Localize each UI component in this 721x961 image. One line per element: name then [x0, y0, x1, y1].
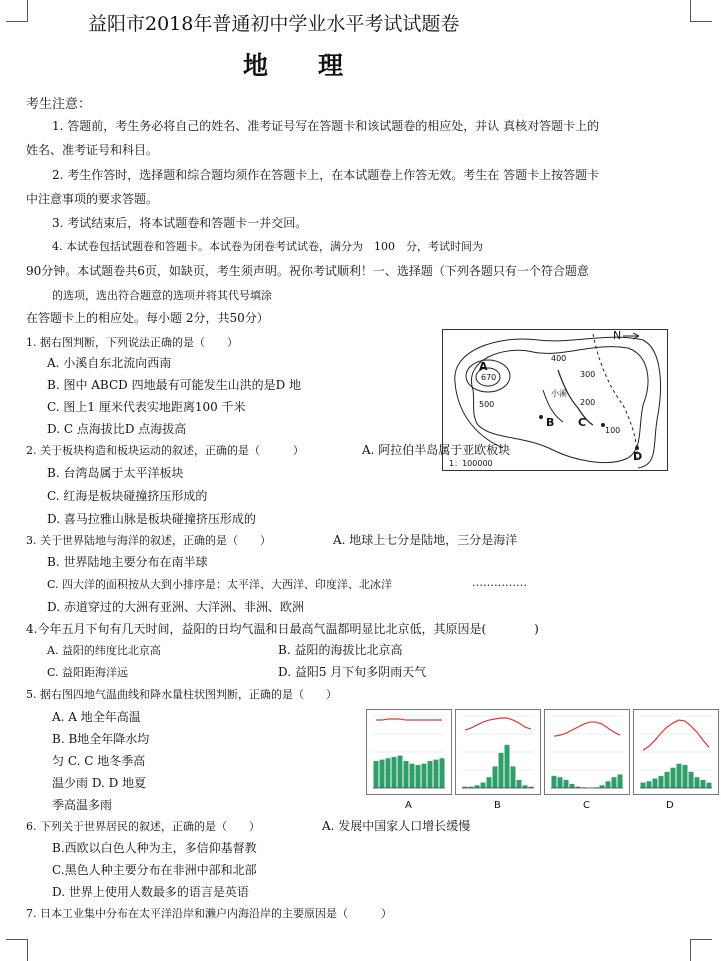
notice-item-1b: 姓名、准考证号和科目。 — [26, 143, 159, 157]
precip-bar — [374, 761, 379, 788]
q3-option-c: C. 四大洋的面积按从大到小排序是：太平洋、大西洋、印度洋、北冰洋 — [47, 578, 393, 591]
exam-title: 益阳市2018年普通初中学业水平考试试题卷 — [88, 13, 460, 35]
q3-option-c-dots: …………… — [472, 576, 527, 589]
q2-option-a: A. 阿拉伯半岛属于亚欧板块 — [362, 443, 511, 457]
q1-option-b: B. 图中 ABCD 四地最有可能发生山洪的是D 地 — [47, 378, 302, 392]
precip-bar — [570, 784, 575, 788]
q6-option-c: C.黑色人种主要分布在非洲中部和北部 — [52, 863, 257, 877]
map-peak-value: 670 — [481, 373, 497, 382]
map-peak-label: A — [479, 360, 488, 373]
climate-chart-c — [544, 709, 630, 795]
q4-stem: 4.今年五月下旬有几天时间，益阳的日均气温和日最高气温都明显比北京低，其原因是( ) — [26, 622, 539, 636]
precip-bar — [558, 777, 563, 788]
map-contour-300: 300 — [580, 370, 596, 379]
climate-chart-c-svg — [545, 710, 629, 794]
notice-item-4a: 4. 本试卷包括试题卷和答题卡。本试卷为闭卷考试试卷，满分为 100 分，考试时间为 — [52, 240, 483, 253]
temperature-line — [376, 719, 442, 720]
precip-bar — [434, 760, 439, 788]
notice-item-2b: 中注意事项的要求答题。 — [26, 192, 159, 206]
map-contour-500: 500 — [479, 400, 495, 409]
climate-label-a: A — [405, 800, 412, 811]
climate-chart-b — [455, 709, 541, 795]
precip-bar — [671, 768, 676, 788]
precip-bar — [380, 760, 385, 788]
q4-option-c: C. 益阳距海洋远 — [47, 666, 129, 679]
precip-bar — [386, 758, 391, 788]
q5-line-5: 季高温多雨 — [52, 798, 113, 812]
precip-bar — [641, 783, 646, 788]
precip-bar — [665, 772, 670, 788]
q5-line-1: A. A 地全年高温 — [52, 710, 141, 724]
climate-label-c: C — [583, 800, 590, 811]
q5-line-2: B. B地全年降水均 — [52, 732, 150, 746]
precip-bar — [564, 780, 569, 788]
precip-bar — [689, 772, 694, 788]
climate-chart-b-svg — [456, 710, 540, 794]
q3-option-a: A. 地球上七分是陆地，三分是海洋 — [333, 533, 518, 547]
precip-bar — [428, 761, 433, 788]
temperature-line — [465, 718, 531, 730]
q3-stem: 3. 关于世界陆地与海洋的叙述，正确的是（ ） — [26, 534, 271, 547]
precip-bar — [659, 776, 664, 788]
map-contour-200: 200 — [580, 398, 596, 407]
precip-bar — [552, 776, 557, 788]
q7-stem: 7. 日本工业集中分布在太平洋沿岸和濑户内海沿岸的主要原因是（ ） — [26, 907, 392, 920]
precip-bar — [398, 756, 403, 788]
notice-item-4c: 的选项，选出符合题意的选项并将其代号填涂 — [52, 289, 272, 302]
precip-bar — [606, 781, 611, 788]
precip-bar — [493, 766, 498, 788]
q1-option-d: D. C 点海拔比D 点海拔高 — [47, 422, 187, 436]
map-point-c: C — [578, 416, 587, 429]
precip-bar — [701, 780, 706, 788]
precip-bar — [523, 785, 528, 788]
notice-item-4d: 在答题卡上的相应处。每小题 2分，共50分） — [26, 311, 269, 325]
q3-option-b: B. 世界陆地主要分布在南半球 — [47, 555, 208, 569]
precip-bar — [416, 765, 421, 788]
climate-label-d: D — [666, 800, 674, 811]
precip-bar — [618, 775, 623, 789]
map-scale: 1：100000 — [449, 459, 493, 468]
q5-stem: 5. 据右图四地气温曲线和降水量柱状图判断，正确的是（ ） — [26, 688, 337, 701]
temperature-line — [643, 720, 709, 750]
precip-bar — [600, 785, 605, 788]
notice-item-3: 3. 考试结束后，将本试题卷和答题卡一并交回。 — [52, 216, 308, 230]
climate-chart-d — [633, 709, 719, 795]
precip-bar — [440, 758, 445, 788]
precip-bar — [422, 764, 427, 788]
notice-heading: 考生注意： — [26, 97, 92, 112]
precip-bar — [695, 777, 700, 788]
crop-mark-top-left — [6, 0, 28, 22]
crop-mark-top-right — [690, 0, 712, 22]
q2-option-c: C. 红海是板块碰撞挤压形成的 — [47, 489, 208, 503]
notice-item-4b: 90分钟。本试题卷共6页，如缺页，考生须声明。祝你考试顺利！一、选择题（下列各题只有一个符合题意 — [26, 264, 589, 278]
q5-line-4: 温少雨 D. D 地夏 — [52, 776, 147, 790]
precip-bar — [404, 761, 409, 788]
precip-bar — [653, 779, 658, 788]
climate-chart-d-svg — [634, 710, 718, 794]
q6-stem: 6. 下列关于世界居民的叙述，正确的是（ ） — [26, 820, 260, 833]
crop-mark-bottom-right — [690, 939, 712, 961]
q3-option-d: D. 赤道穿过的大洲有亚洲、大洋洲、非洲、欧洲 — [47, 600, 304, 614]
climate-chart-a — [366, 709, 452, 795]
precip-bar — [410, 764, 415, 788]
map-point-b: B — [546, 416, 555, 429]
q1-stem: 1. 据右图判断，下列说法正确的是（ ） — [26, 336, 238, 349]
subject-title: 地 理 — [243, 51, 344, 80]
notice-item-1a: 1. 答题前，考生务必将自己的姓名、准考证号写在答题卡和该试题卷的相应处，并认 真核对答题卡上的 — [52, 119, 600, 133]
precip-bar — [481, 783, 486, 788]
q1-option-a: A. 小溪自东北流向西南 — [47, 356, 172, 370]
precip-bar — [612, 777, 617, 788]
notice-item-2a: 2. 考生作答时，选择题和综合题均须作在答题卡上，在本试题卷上作答无效。考生在 答题卡上按答题卡 — [52, 168, 600, 182]
map-stream-label: 小溪 — [551, 389, 567, 398]
q4-option-d: D. 益阳5 月下旬多阴雨天气 — [278, 665, 427, 679]
precip-bar — [392, 757, 397, 788]
precip-bar — [517, 780, 522, 788]
q2-stem: 2. 关于板块构造和板块运动的叙述，正确的是（ ） — [26, 444, 304, 457]
q4-option-a: A. 益阳的纬度比北京高 — [47, 644, 161, 657]
climate-chart-a-svg — [367, 710, 451, 794]
crop-mark-bottom-left — [6, 939, 28, 961]
precip-bar — [505, 745, 510, 788]
q1-option-c: C. 图上1 厘米代表实地距离100 千米 — [47, 400, 246, 414]
climate-label-b: B — [494, 800, 501, 811]
precip-bar — [677, 764, 682, 788]
q2-option-d: D. 喜马拉雅山脉是板块碰撞挤压形成的 — [47, 512, 256, 526]
q5-line-3: 匀 C. C 地冬季高 — [52, 754, 146, 768]
map-contour-400: 400 — [551, 354, 567, 363]
precip-bar — [499, 753, 504, 788]
map-north-label: N — [613, 329, 622, 342]
map-point-d: D — [633, 450, 643, 463]
q4-option-b: B. 益阳的海拔比北京高 — [278, 643, 403, 657]
q6-option-d: D. 世界上使用人数最多的语言是英语 — [52, 885, 249, 899]
precip-bar — [647, 781, 652, 788]
q6-option-b: B.西欧以白色人种为主，多信仰基督教 — [52, 841, 257, 855]
precip-bar — [487, 777, 492, 788]
precip-bar — [707, 783, 712, 788]
q6-option-a: A. 发展中国家人口增长缓慢 — [322, 819, 471, 833]
q2-option-b: B. 台湾岛属于太平洋板块 — [47, 466, 184, 480]
precip-bar — [475, 785, 480, 788]
precip-bar — [511, 766, 516, 788]
map-contour-100: 100 — [605, 426, 621, 435]
precip-bar — [683, 765, 688, 788]
